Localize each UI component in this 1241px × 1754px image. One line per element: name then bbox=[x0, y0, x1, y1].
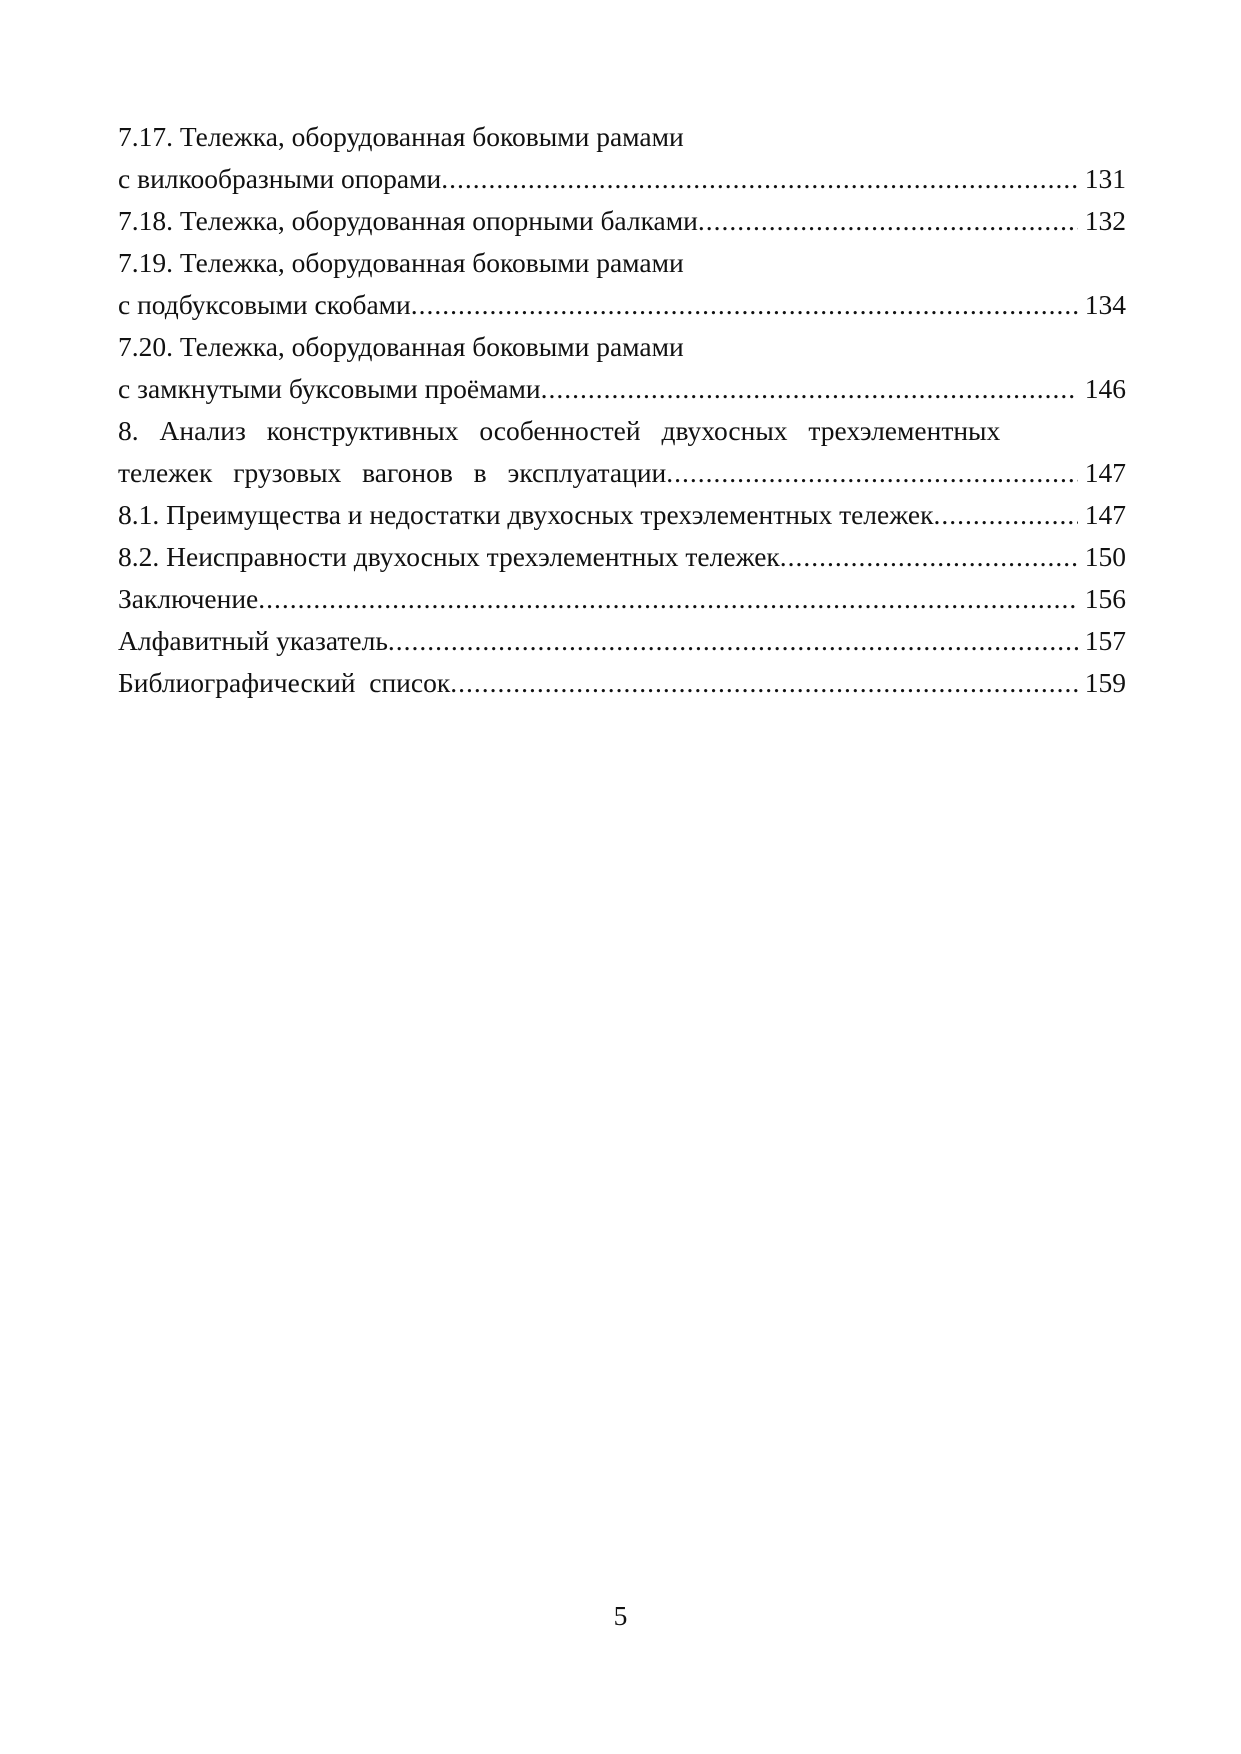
toc-entry-text: Алфавитный указатель bbox=[118, 625, 388, 656]
dot-leader bbox=[388, 620, 1078, 662]
toc-entry-text: Заключение bbox=[118, 583, 259, 614]
toc-entry-conclusion[interactable] bbox=[118, 578, 1126, 620]
toc-entry-text: 8.1. Преимущества и недостатки двухосных трехэлементных тележек bbox=[118, 499, 934, 530]
toc-entry-8-2[interactable] bbox=[118, 536, 1126, 578]
toc-entry-7-17[interactable] bbox=[118, 158, 1126, 200]
toc-page-number: 146 bbox=[1084, 373, 1126, 404]
toc-page-number: 150 bbox=[1084, 541, 1126, 572]
dot-leader bbox=[698, 200, 1078, 242]
toc-page-number: 157 bbox=[1084, 625, 1126, 656]
toc-entry-8-1[interactable] bbox=[118, 494, 1126, 536]
toc-entry-index[interactable] bbox=[118, 620, 1126, 662]
toc-page-number: 147 bbox=[1084, 499, 1126, 530]
toc-entry-7-17-title bbox=[118, 116, 1126, 158]
dot-leader bbox=[666, 452, 1077, 494]
dot-leader bbox=[411, 284, 1078, 326]
dot-leader bbox=[258, 578, 1078, 620]
toc-page-number: 147 bbox=[1084, 457, 1126, 488]
toc-entry-text: тележек грузовых вагонов в эксплуатации bbox=[118, 457, 667, 488]
toc-entry-7-18[interactable] bbox=[118, 200, 1126, 242]
toc-page-number: 156 bbox=[1084, 583, 1126, 614]
toc-entry-text: с вилкообразными опорами bbox=[118, 163, 442, 194]
toc-entry-text: 7.17. Тележка, оборудованная боковыми рамами bbox=[118, 121, 684, 152]
table-of-contents bbox=[118, 116, 1126, 704]
toc-page-number: 159 bbox=[1084, 667, 1126, 698]
toc-entry-text: 7.18. Тележка, оборудованная опорными балками bbox=[118, 205, 698, 236]
toc-entry-7-20[interactable] bbox=[118, 368, 1126, 410]
toc-entry-text: с замкнутыми буксовыми проёмами bbox=[118, 373, 541, 404]
toc-entry-text: 8. Анализ конструктивных особенностей двухосных трехэлементных bbox=[118, 415, 1001, 446]
dot-leader bbox=[441, 158, 1077, 200]
dot-leader bbox=[450, 662, 1078, 704]
toc-page-number: 131 bbox=[1084, 163, 1126, 194]
toc-page-number: 134 bbox=[1084, 289, 1126, 320]
toc-entry-text: 8.2. Неисправности двухосных трехэлементных тележек bbox=[118, 541, 780, 572]
toc-entry-text: с подбуксовыми скобами bbox=[118, 289, 411, 320]
toc-entry-text: Библиографический список bbox=[118, 667, 451, 698]
toc-entry-text: 7.19. Тележка, оборудованная боковыми рамами bbox=[118, 247, 684, 278]
toc-entry-8[interactable] bbox=[118, 452, 1126, 494]
toc-entry-7-19[interactable] bbox=[118, 284, 1126, 326]
toc-entry-7-20-title bbox=[118, 326, 1126, 368]
page-number: 5 bbox=[613, 1600, 628, 1631]
toc-entry-bibliography[interactable] bbox=[118, 662, 1126, 704]
dot-leader bbox=[933, 494, 1077, 536]
dot-leader bbox=[541, 368, 1078, 410]
dot-leader bbox=[780, 536, 1078, 578]
toc-entry-8-title bbox=[118, 410, 1126, 452]
toc-page-number: 132 bbox=[1084, 205, 1126, 236]
toc-entry-text: 7.20. Тележка, оборудованная боковыми рамами bbox=[118, 331, 684, 362]
toc-entry-7-19-title bbox=[118, 242, 1126, 284]
